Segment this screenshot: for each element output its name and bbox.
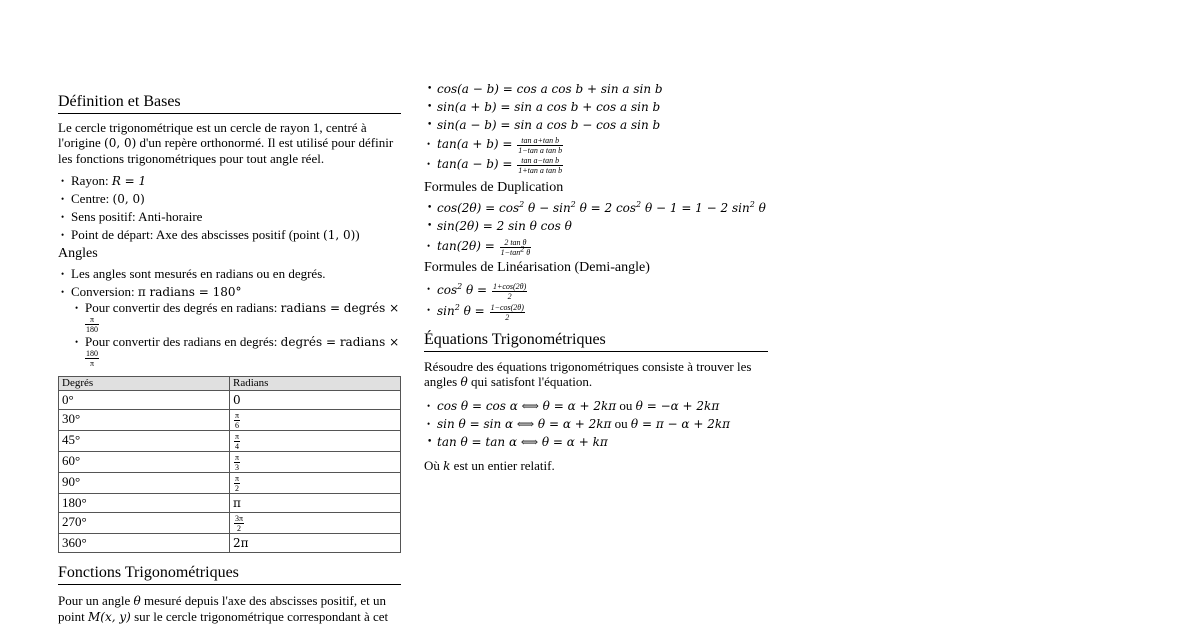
bases-intro: Le cercle trigonométrique est un cercle de rayon 1, centré à l'origine (0, 0) d'un repère orthonormé. Il est utilisé pour définir les fonctions trigonométriques pour tout angle réel. [58, 120, 394, 166]
table-row [59, 391, 401, 410]
list-item-eq-cos: • cos θ = cos α ⟺ θ = α + 2kπ ou θ = −α + 2kπ [424, 397, 768, 415]
fraction-tan-diff: $\frac{\text{tan a−tan b}}{\text{1+tan a tan b}}$ [518, 155, 563, 175]
table-cell-deg: 180° [59, 494, 230, 513]
section-title-fonctions: Fonctions Trigonométriques [58, 563, 401, 585]
list-item-dup-sin: • sin(2θ) = 2 sin θ cos θ [424, 217, 768, 235]
table-row [59, 431, 401, 452]
table-cell-deg: 90° [59, 473, 230, 494]
fraction-pi-over-180: $\frac{\pi}{180}$ [86, 315, 98, 334]
conversion-table [58, 376, 401, 553]
list-item-dup-cos: • $\cos(2\theta) = \cos^2 \theta - \sin^2 \theta = 2$ $\cos^2 \theta - 1 = 1 - 2$ $\sin^2 \theta$ [424, 199, 768, 217]
fraction-180-over-pi: $\frac{180}{\pi}$ [86, 349, 98, 368]
list-item-sin-diff: • sin(a − b) = sin a cos b − cos a sin b [424, 116, 768, 134]
table-cell-deg: 360° [59, 534, 230, 553]
list-item-deg-to-rad: • Pour convertir des degrés en radians: radians = degrés × $\frac{\pi}{180}$ [58, 301, 401, 335]
fraction-tan-sum: $\frac{\text{tan a+tan b}}{\text{1−tan a tan b}}$ [518, 135, 563, 155]
table-header-degres: Degrés [59, 377, 230, 391]
equations-list [424, 397, 768, 451]
list-item-tan-sum: • tan(a + b) = $\frac{\text{tan a+tan b}}{\text{1−tan a tan b}}$ [424, 134, 768, 154]
table-header-row [59, 377, 401, 391]
table-cell-rad: 0 [230, 391, 401, 410]
table-cell-deg: 60° [59, 452, 230, 473]
duplication-list [424, 199, 768, 257]
table-cell-rad: $\frac{3\pi}{2}$ [230, 513, 401, 534]
table-cell-rad: 2π [230, 534, 401, 553]
list-item-cos-diff: • cos(a − b) = cos a cos b + sin a sin b [424, 80, 768, 98]
table-row [59, 473, 401, 494]
list-item-angles-units: • Les angles sont mesurés en radians ou en degrés. [58, 265, 401, 283]
section-title-angles: Angles [58, 246, 98, 261]
table-row [59, 534, 401, 553]
table-header-radians: Radians [230, 377, 401, 391]
fraction-lin-cos: $\frac{1+\cos(2\theta)}{2}$ [492, 281, 527, 301]
section-title-equations: Équations Trigonométriques [424, 330, 768, 352]
table-row [59, 410, 401, 431]
list-item-tan-diff: • tan(a − b) = $\frac{\text{tan a−tan b}}{\text{1+tan a tan b}}$ [424, 154, 768, 174]
linearisation-list [424, 279, 768, 321]
angles-list [58, 265, 401, 301]
list-item-rad-to-deg: • Pour convertir des radians en degrés: degrés = radians × $\frac{180}{\pi}$ [58, 335, 401, 368]
table-cell-rad: $\frac{\pi}{6}$ [230, 410, 401, 431]
list-item-conversion: • Conversion: π radians = 180° [58, 283, 401, 301]
list-item-lin-sin: • $\sin^2 \theta$ = $\frac{1-\cos(2\theta)}{2}$ [424, 300, 768, 321]
table-cell-deg: 45° [59, 431, 230, 452]
list-item-sens: • Sens positif: Anti-horaire [58, 208, 401, 226]
table-row [59, 513, 401, 534]
list-item-rayon: • Rayon: R = 1 [58, 172, 401, 190]
list-item-dup-tan: • tan(2θ) = $\frac{\text{2 tan θ}}{1-\tan^2 \theta}$ [424, 235, 768, 257]
fraction-lin-sin: $\frac{1-\cos(2\theta)}{2}$ [490, 302, 524, 322]
equations-intro: Résoudre des équations trigonométriques consiste à trouver les angles θ qui satisfont l'équation. [424, 359, 752, 389]
table-cell-rad: $\frac{\pi}{4}$ [230, 431, 401, 452]
addition-formulas-list [424, 80, 768, 174]
table-cell-deg: 270° [59, 513, 230, 534]
table-cell-deg: 0° [59, 391, 230, 410]
list-item-depart: • Point de départ: Axe des abscisses positif (point (1, 0)) [58, 226, 401, 244]
fonctions-intro: Pour un angle θ mesuré depuis l'axe des abscisses positif, et un point M(x, y) sur le cercle trigonométrique correspondant à cet [58, 593, 389, 624]
table-cell-rad: $\frac{\pi}{3}$ [230, 452, 401, 473]
list-item-sin-sum: • sin(a + b) = sin a cos b + cos a sin b [424, 98, 768, 116]
list-item-eq-sin: • sin θ = sin α ⟺ θ = α + 2kπ ou θ = π − α + 2kπ [424, 415, 768, 433]
table-row [59, 452, 401, 473]
section-title-bases: Définition et Bases [58, 92, 401, 114]
table-row [59, 494, 401, 513]
table-cell-deg: 30° [59, 410, 230, 431]
list-item-lin-cos: • $\cos^2 \theta$ = $\frac{1+\cos(2\theta)}{2}$ [424, 279, 768, 300]
list-item-centre: • Centre: (0, 0) [58, 190, 401, 208]
section-title-linearisation: Formules de Linéarisation (Demi-angle) [424, 260, 650, 275]
list-item-eq-tan: • tan θ = tan α ⟺ θ = α + kπ [424, 433, 768, 451]
section-title-duplication: Formules de Duplication [424, 180, 564, 195]
fraction-dup-tan: $\frac{\text{2 tan θ}}{1-\tan^2 \theta}$ [500, 237, 531, 257]
table-cell-rad: π [230, 494, 401, 513]
bases-list [58, 172, 401, 244]
conversion-sublist [58, 301, 401, 368]
equations-conclusion: Où k est un entier relatif. [424, 458, 555, 473]
table-cell-rad: $\frac{\pi}{2}$ [230, 473, 401, 494]
